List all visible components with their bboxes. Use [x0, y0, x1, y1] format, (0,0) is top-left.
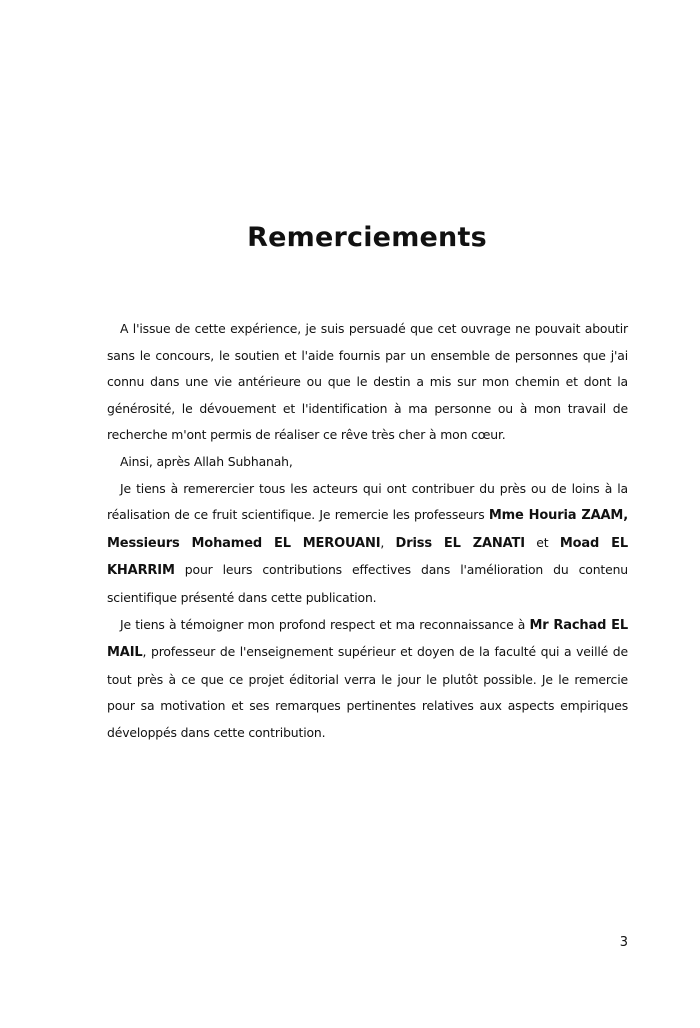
paragraph-4-text-2: , professeur de l'enseignement supérieur et doyen de la faculté qui a veillé de tout près à ce que ce projet éditorial verra le jour le plutôt possible. Je le remercie pour sa motivation et ses remarques pertinentes relatives aux aspects empiriques développés dans cette contribution. [107, 644, 628, 740]
paragraph-3-text-3: et [524, 534, 560, 550]
dean-name: Mr Rachad EL MAIL [107, 617, 628, 661]
paragraph-3-text-2: , [380, 534, 396, 550]
paragraph-3 [107, 476, 628, 612]
professors-names: Mme Houria ZAAM, Messieurs Mohamed EL MEROUANI [107, 508, 628, 551]
professor-name-kharrim: Moad EL KHARRIM [107, 535, 628, 579]
professor-name-zanati: Driss EL ZANATI [395, 535, 525, 551]
page-title: Remerciements [247, 222, 487, 253]
paragraph-3-text-4: pour leurs contributions effectives dans l'amélioration du contenu scientifique présenté dans cette publication. [107, 562, 628, 605]
paragraph-4 [107, 612, 628, 747]
paragraph-1: A l'issue de cette expérience, je suis persuadé que cet ouvrage ne pouvait aboutir sans le concours, le soutien et l'aide fournis par un ensemble de personnes que j'ai connu dans une vie antérieure ou que le destin a mis sur mon chemin et dont la générosité, le dévouement et l'identification à ma personne ou à mon travail de recherche m'ont permis de réaliser ce rêve très cher à mon cœur. [107, 321, 628, 443]
page-number: 3 [619, 935, 628, 950]
acknowledgements-body [107, 316, 628, 747]
paragraph-4-text-1: Je tiens à témoigner mon profond respect et ma reconnaissance à [120, 616, 530, 632]
paragraph-3-text-1: Je tiens à remerercier tous les acteurs qui ont contribuer du près ou de loins à la réalisation de ce fruit scientifique. Je remercie les professeurs [107, 480, 628, 523]
paragraph-2: Ainsi, après Allah Subhanah, [120, 453, 293, 469]
